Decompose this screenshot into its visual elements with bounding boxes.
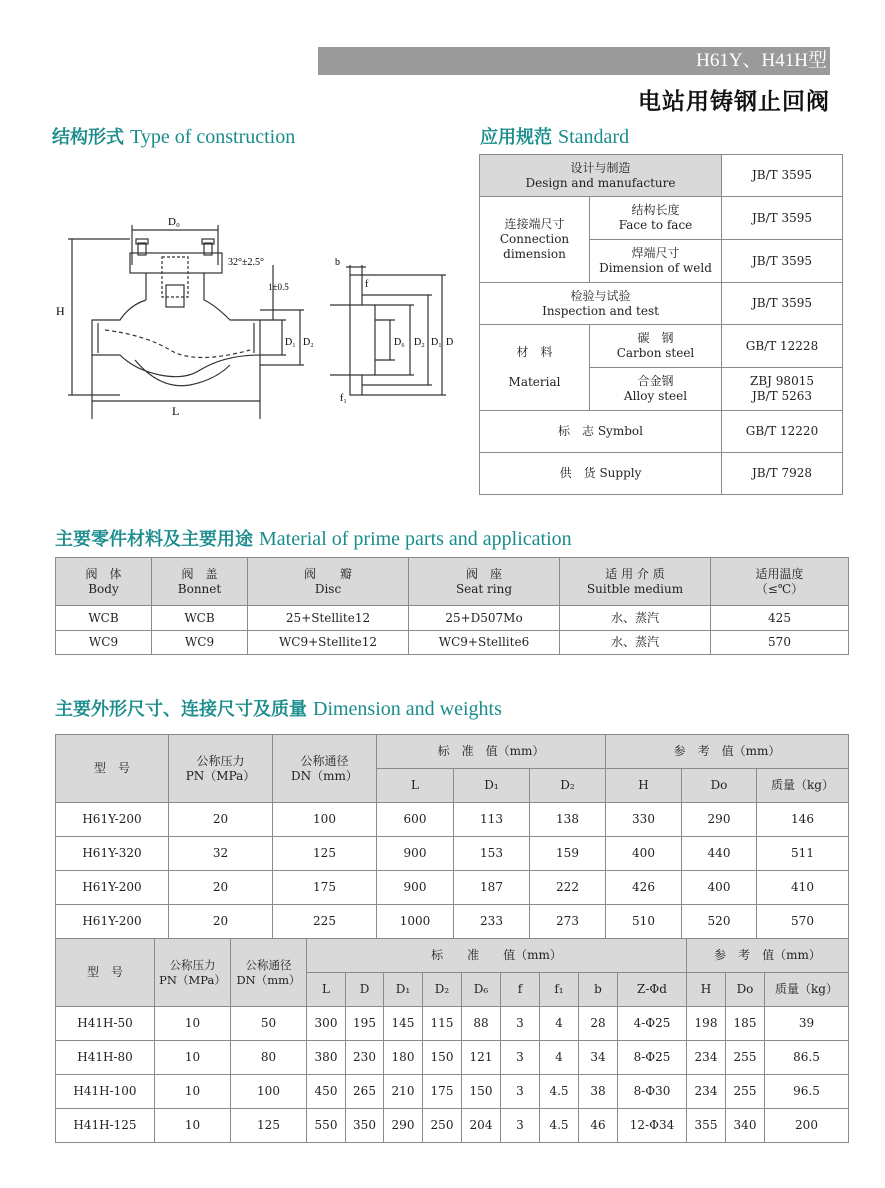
- table-cell: 380: [307, 1041, 346, 1075]
- table-cell: 28: [579, 1007, 618, 1041]
- dimensions-table-h61y: [55, 734, 849, 939]
- t2-col-zd: Z-Φd: [618, 973, 687, 1007]
- design-std: JB/T 3595: [722, 155, 843, 197]
- t2-col-d2: D₂: [423, 973, 462, 1007]
- table-cell: WC9+Stellite6: [409, 631, 560, 655]
- table-cell: 20: [169, 803, 273, 837]
- table-row: [480, 453, 843, 495]
- table-row: [56, 1007, 849, 1041]
- table-cell: 125: [273, 837, 377, 871]
- materials-heading: [55, 525, 572, 551]
- table-cell: 4.5: [540, 1109, 579, 1143]
- table-cell: 175: [423, 1075, 462, 1109]
- table-cell: 200: [765, 1109, 849, 1143]
- t2-header-ref: 参 考 值（mm）: [687, 939, 849, 973]
- table-cell: 400: [682, 871, 757, 905]
- t2-col-d6: D₆: [462, 973, 501, 1007]
- table-cell: 204: [462, 1109, 501, 1143]
- table-cell: 100: [273, 803, 377, 837]
- alloy-cell: 合金钢 Alloy steel: [590, 368, 722, 411]
- table-cell: 265: [346, 1075, 384, 1109]
- materials-table: [55, 557, 849, 655]
- carbon-cell: 碳 钢 Carbon steel: [590, 325, 722, 368]
- t2-header-pn: 公称压力 PN（MPa）: [155, 939, 231, 1007]
- t2-col-d: D: [346, 973, 384, 1007]
- t1-col-d1: D₁: [454, 769, 530, 803]
- label-d2-weld: D₂: [303, 337, 314, 348]
- table-cell: 水、蒸汽: [560, 606, 711, 631]
- header-title: 电站用铸钢止回阀: [638, 89, 830, 115]
- label-b: b: [335, 257, 340, 268]
- bonnet-flange: [130, 253, 222, 273]
- table-cell: 210: [384, 1075, 423, 1109]
- table-cell: 198: [687, 1007, 726, 1041]
- f2f-cell: 结构长度 Face to face: [590, 197, 722, 240]
- header-model: H61Y、H41H型: [696, 50, 827, 71]
- table-cell: 255: [726, 1041, 765, 1075]
- table-cell: 300: [307, 1007, 346, 1041]
- table-cell: WCB: [152, 606, 248, 631]
- table-cell: 440: [682, 837, 757, 871]
- inspection-cell: 检验与试验 Inspection and test: [480, 283, 722, 325]
- t2-col-h: H: [687, 973, 726, 1007]
- mat-header-body: 阀 体 Body: [56, 558, 152, 606]
- table-cell: 222: [530, 871, 606, 905]
- table-cell: 25+Stellite12: [248, 606, 409, 631]
- table-cell: 138: [530, 803, 606, 837]
- table-cell: 3: [501, 1007, 540, 1041]
- table-cell: 234: [687, 1041, 726, 1075]
- t1-col-h: H: [606, 769, 682, 803]
- label-f: f: [365, 279, 369, 290]
- table-cell: 1000: [377, 905, 454, 939]
- table-cell: 234: [687, 1075, 726, 1109]
- table-cell: 86.5: [765, 1041, 849, 1075]
- table-row: [480, 325, 843, 368]
- table-cell: 350: [346, 1109, 384, 1143]
- table-cell: 250: [423, 1109, 462, 1143]
- t2-header-model: 型 号: [56, 939, 155, 1007]
- table-cell: 8-Φ25: [618, 1041, 687, 1075]
- table-cell: 273: [530, 905, 606, 939]
- table-row: [56, 558, 849, 606]
- table-cell: 10: [155, 1075, 231, 1109]
- table-cell: WC9+Stellite12: [248, 631, 409, 655]
- table-cell: 425: [711, 606, 849, 631]
- label-angle: 32°±2.5°: [228, 257, 264, 268]
- label-d2-flange: D₂: [414, 337, 425, 348]
- table-cell: 8-Φ30: [618, 1075, 687, 1109]
- standard-heading-en: Standard: [558, 126, 630, 148]
- dimensions-table-h41h: [55, 938, 849, 1143]
- table-cell: 520: [682, 905, 757, 939]
- table-cell: 115: [423, 1007, 462, 1041]
- table-cell: 3: [501, 1041, 540, 1075]
- t2-col-weight: 质量（kg）: [765, 973, 849, 1007]
- dimensions-heading-zh: 主要外形尺寸、连接尺寸及质量: [55, 699, 307, 720]
- mat-header-bonnet: 阀 盖 Bonnet: [152, 558, 248, 606]
- table-row: [480, 155, 843, 197]
- table-cell: 3: [501, 1109, 540, 1143]
- label-l: L: [172, 404, 180, 418]
- table-cell: 195: [346, 1007, 384, 1041]
- table-cell: 20: [169, 905, 273, 939]
- table-cell: 175: [273, 871, 377, 905]
- standard-table: [479, 154, 843, 495]
- table-cell: H41H-125: [56, 1109, 155, 1143]
- t2-col-do: Do: [726, 973, 765, 1007]
- mat-header-medium: 适 用 介 质 Suitble medium: [560, 558, 711, 606]
- table-cell: 410: [757, 871, 849, 905]
- table-cell: H41H-80: [56, 1041, 155, 1075]
- table-cell: 32: [169, 837, 273, 871]
- table-cell: 600: [377, 803, 454, 837]
- table-cell: 550: [307, 1109, 346, 1143]
- table-cell: 12-Φ34: [618, 1109, 687, 1143]
- inspection-std: JB/T 3595: [722, 283, 843, 325]
- table-cell: 38: [579, 1075, 618, 1109]
- dimensions-heading: [55, 695, 502, 721]
- table-cell: 100: [231, 1075, 307, 1109]
- t1-col-do: Do: [682, 769, 757, 803]
- table-row: [56, 735, 849, 769]
- label-d6: D₆: [394, 337, 405, 348]
- table-cell: 150: [423, 1041, 462, 1075]
- table-cell: 159: [530, 837, 606, 871]
- table-cell: 10: [155, 1007, 231, 1041]
- table-cell: 233: [454, 905, 530, 939]
- mat-header-seat: 阀 座 Seat ring: [409, 558, 560, 606]
- table-cell: H41H-100: [56, 1075, 155, 1109]
- table-cell: 25+D507Mo: [409, 606, 560, 631]
- table-cell: 900: [377, 871, 454, 905]
- table-cell: 185: [726, 1007, 765, 1041]
- table-cell: 450: [307, 1075, 346, 1109]
- table-cell: 10: [155, 1041, 231, 1075]
- t2-col-f: f: [501, 973, 540, 1007]
- table-cell: WC9: [152, 631, 248, 655]
- table-cell: 340: [726, 1109, 765, 1143]
- t1-header-dn: 公称通径 DN（mm）: [273, 735, 377, 803]
- table-cell: 900: [377, 837, 454, 871]
- materials-heading-zh: 主要零件材料及主要用途: [55, 529, 253, 550]
- supply-std: JB/T 7928: [722, 453, 843, 495]
- table-cell: 4: [540, 1007, 579, 1041]
- table-cell: 153: [454, 837, 530, 871]
- table-row: [480, 283, 843, 325]
- table-cell: 113: [454, 803, 530, 837]
- label-f1: f₁: [340, 393, 347, 404]
- construction-heading-zh: 结构形式: [52, 127, 124, 148]
- t1-col-l: L: [377, 769, 454, 803]
- table-cell: 187: [454, 871, 530, 905]
- table-cell: 146: [757, 803, 849, 837]
- table-cell: 125: [231, 1109, 307, 1143]
- materials-heading-en: Material of prime parts and application: [259, 528, 572, 550]
- table-cell: 34: [579, 1041, 618, 1075]
- table-cell: 570: [757, 905, 849, 939]
- t2-header-std: 标 准 值（mm）: [307, 939, 687, 973]
- table-cell: 290: [384, 1109, 423, 1143]
- table-cell: H61Y-200: [56, 905, 169, 939]
- label-one: 1±0.5: [268, 282, 289, 292]
- table-cell: 4.5: [540, 1075, 579, 1109]
- table-cell: 96.5: [765, 1075, 849, 1109]
- label-d0: D₀: [168, 216, 180, 228]
- table-cell: 180: [384, 1041, 423, 1075]
- table-cell: 121: [462, 1041, 501, 1075]
- alloy-std: ZBJ 98015 JB/T 5263: [722, 368, 843, 411]
- flange-end: [350, 275, 375, 395]
- t2-col-b: b: [579, 973, 618, 1007]
- standard-heading: [480, 123, 629, 149]
- table-cell: 355: [687, 1109, 726, 1143]
- design-cell: 设计与制造 Design and manufacture: [480, 155, 722, 197]
- valve-drawing: [50, 205, 460, 435]
- t2-col-l: L: [307, 973, 346, 1007]
- table-row: [56, 631, 849, 655]
- table-cell: H61Y-320: [56, 837, 169, 871]
- table-cell: 水、蒸汽: [560, 631, 711, 655]
- mat-header-disc: 阀 瓣 Disc: [248, 558, 409, 606]
- table-cell: 80: [231, 1041, 307, 1075]
- connection-cell: 连接端尺寸 Connection dimension: [480, 197, 590, 283]
- table-cell: H41H-50: [56, 1007, 155, 1041]
- table-row: [480, 197, 843, 240]
- table-cell: 10: [155, 1109, 231, 1143]
- table-cell: 570: [711, 631, 849, 655]
- symbol-cell: 标 志 Symbol: [480, 411, 722, 453]
- table-cell: 290: [682, 803, 757, 837]
- table-cell: 511: [757, 837, 849, 871]
- table-cell: 46: [579, 1109, 618, 1143]
- table-cell: 510: [606, 905, 682, 939]
- table-cell: 255: [726, 1075, 765, 1109]
- table-row: [56, 1075, 849, 1109]
- mat-header-temp: 适用温度 （≤℃）: [711, 558, 849, 606]
- table-cell: 20: [169, 871, 273, 905]
- symbol-std: GB/T 12220: [722, 411, 843, 453]
- table-cell: 39: [765, 1007, 849, 1041]
- table-cell: H61Y-200: [56, 871, 169, 905]
- weld-std: JB/T 3595: [722, 240, 843, 283]
- table-row: [56, 1041, 849, 1075]
- t1-header-std: 标 准 值（mm）: [377, 735, 606, 769]
- table-cell: H61Y-200: [56, 803, 169, 837]
- table-cell: 3: [501, 1075, 540, 1109]
- t1-col-d2: D₂: [530, 769, 606, 803]
- label-d-flange: D: [446, 337, 454, 348]
- table-row: [56, 1109, 849, 1143]
- table-cell: 145: [384, 1007, 423, 1041]
- table-cell: 150: [462, 1075, 501, 1109]
- table-cell: WC9: [56, 631, 152, 655]
- supply-cell: 供 货 Supply: [480, 453, 722, 495]
- table-cell: 426: [606, 871, 682, 905]
- t1-header-model: 型 号: [56, 735, 169, 803]
- t2-header-dn: 公称通径 DN（mm）: [231, 939, 307, 1007]
- t2-col-d1: D₁: [384, 973, 423, 1007]
- table-cell: 330: [606, 803, 682, 837]
- label-d1-flange: D₁: [431, 337, 442, 348]
- table-row: [56, 803, 849, 837]
- table-row: [56, 939, 849, 973]
- label-h: H: [56, 304, 65, 318]
- table-cell: 50: [231, 1007, 307, 1041]
- table-cell: 4-Φ25: [618, 1007, 687, 1041]
- table-row: [56, 837, 849, 871]
- t2-col-f1: f₁: [540, 973, 579, 1007]
- table-cell: 400: [606, 837, 682, 871]
- table-row: [480, 411, 843, 453]
- construction-heading: [52, 123, 295, 149]
- table-cell: WCB: [56, 606, 152, 631]
- t1-col-weight: 质量（kg）: [757, 769, 849, 803]
- table-cell: 230: [346, 1041, 384, 1075]
- construction-heading-en: Type of construction: [130, 126, 296, 148]
- t1-header-ref: 参 考 值（mm）: [606, 735, 849, 769]
- label-d1-weld: D₁: [285, 337, 296, 348]
- table-row: [56, 905, 849, 939]
- standard-heading-zh: 应用规范: [480, 127, 552, 148]
- material-cell: 材 料 Material: [480, 325, 590, 411]
- weld-cell: 焊端尺寸 Dimension of weld: [590, 240, 722, 283]
- table-cell: 88: [462, 1007, 501, 1041]
- t1-header-pn: 公称压力 PN（MPa）: [169, 735, 273, 803]
- valve-body: [92, 300, 260, 377]
- table-cell: 225: [273, 905, 377, 939]
- table-row: [56, 606, 849, 631]
- table-row: [56, 871, 849, 905]
- f2f-std: JB/T 3595: [722, 197, 843, 240]
- dimensions-heading-en: Dimension and weights: [313, 698, 502, 720]
- table-cell: 4: [540, 1041, 579, 1075]
- carbon-std: GB/T 12228: [722, 325, 843, 368]
